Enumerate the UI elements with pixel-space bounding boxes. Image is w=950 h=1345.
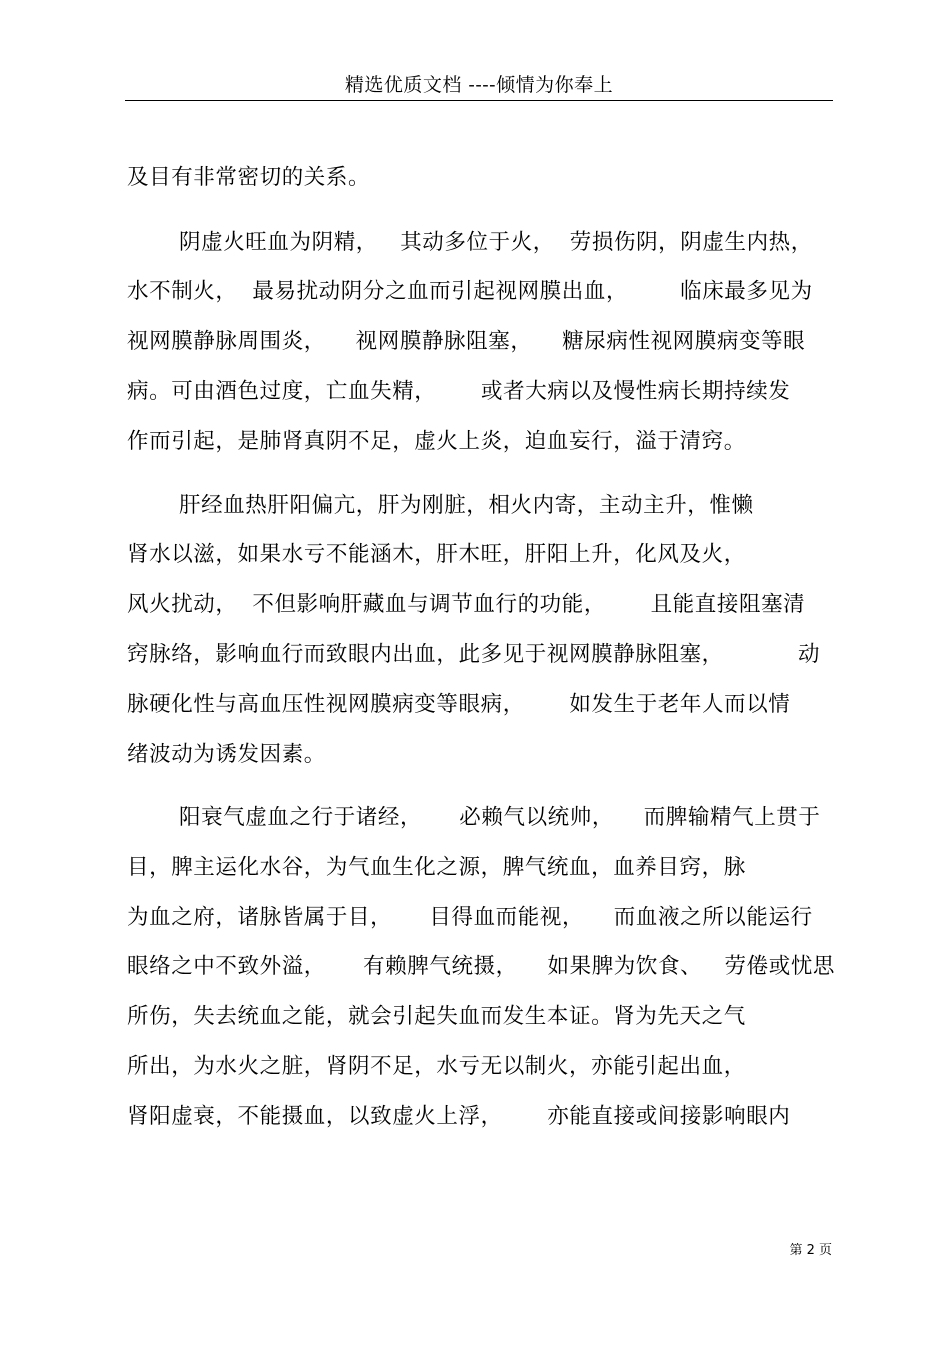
text-line: 肾阳虚衰，不能摄血，以致虚火上浮， 亦能直接或间接影响眼内	[127, 1104, 791, 1129]
text-line: 作而引起，是肺肾真阴不足，虚火上炎，迫血妄行，溢于清窍。	[127, 429, 746, 454]
text-line: 目，脾主运化水谷，为气血生化之源，脾气统血，血养目窍，脉	[127, 855, 746, 880]
text-line: 病。可由酒色过度，亡血失精， 或者大病以及慢性病长期持续发	[127, 379, 791, 404]
text-line: 阳衰气虚血之行于诸经， 必赖气以统帅， 而脾输精气上贯于	[179, 805, 821, 830]
text-line: 视网膜静脉周围炎， 视网膜静脉阻塞， 糖尿病性视网膜病变等眼	[127, 329, 806, 354]
text-line: 肾水以滋，如果水亏不能涵木，肝木旺，肝阳上升，化风及火，	[127, 542, 746, 567]
page-number: 第 2 页	[789, 1243, 832, 1258]
text-line: 脉硬化性与高血压性视网膜病变等眼病， 如发生于老年人而以情	[127, 692, 791, 717]
header-divider	[125, 100, 833, 101]
text-line: 为血之府，诸脉皆属于目， 目得血而能视， 而血液之所以能运行	[127, 905, 813, 930]
text-line: 及目有非常密切的关系。	[127, 165, 371, 190]
text-line: 水不制火， 最易扰动阴分之血而引起视网膜出血， 临床最多见为	[127, 279, 813, 304]
text-line: 阴虚火旺血为阴精， 其动多位于火， 劳损伤阴，阴虚生内热，	[179, 230, 813, 255]
text-line: 绪波动为诱发因素。	[127, 742, 326, 767]
text-line: 所出，为水火之脏，肾阴不足，水亏无以制火，亦能引起出血，	[127, 1054, 746, 1079]
text-line: 风火扰动， 不但影响肝藏血与调节血行的功能， 且能直接阻塞清	[127, 592, 806, 617]
page-header: 精选优质文档 ----倾情为你奉上	[344, 74, 614, 96]
text-line: 窍脉络，影响血行而致眼内出血，此多见于视网膜静脉阻塞， 动	[127, 642, 821, 667]
text-line: 所伤，失去统血之能，就会引起失血而发生本证。肾为先天之气	[127, 1004, 746, 1029]
text-line: 肝经血热肝阳偏亢，肝为刚脏，相火内寄，主动主升，惟懒	[179, 493, 754, 518]
text-line: 眼络之中不致外溢， 有赖脾气统摄， 如果脾为饮食、 劳倦或忧思	[127, 954, 836, 979]
